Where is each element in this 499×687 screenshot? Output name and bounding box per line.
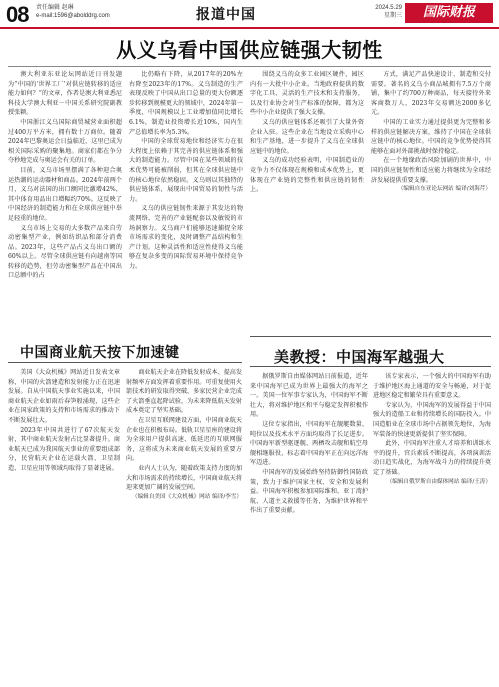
paragraph: 义乌的供应链体系还吸引了大量外资企业入驻。这些企业在当地设立采购中心和生产基地，进一步提升了义乌在全球供应链中的地位。 — [250, 118, 364, 155]
article3-headline: 美教授：中国海军越强大 — [274, 348, 445, 366]
paragraph: 据俄罗斯自由媒体网站日前报道，近年来中国海军已成为世界上最强大的海军之一。美国一位军事专家认为，中国海军不断壮大，将对维护地区和平与稳定发挥积极作用。 — [250, 373, 368, 419]
paragraph: 专家认为，中国海军的发展得益于中国强大的造船工业和持续增长的国防投入。中国造船业在全球市场中占据领先地位，为海军装备的快速更新提供了坚实保障。 — [373, 401, 491, 438]
page-number: 08 — [6, 2, 29, 27]
paragraph: 围绕义乌的众多工业园区硬件，园区内有一大批中小企业。当地政府提供的数字化工具、灵活的生产技术和支持服务，以及行业协会对生产标准的保障，都为这些中小企业提供了强大支撑。 — [250, 71, 364, 117]
editor-line: 责任编辑 赵琳 — [36, 5, 74, 11]
article3-top-rule — [250, 336, 491, 337]
article1-source: （编辑自东亚论坛网站 编译/刘海芹） — [397, 186, 491, 193]
article2-column-1 — [8, 368, 120, 678]
article2-source: （编辑自美国《大众机械》网站 编译/李雪） — [132, 493, 242, 500]
paragraph: 义乌的供应链韧性来源于其发达的物流网络、完善的产业链配套以及敏锐的市场洞察力。义乌商户们能够迅速捕捉全球市场需求的变化，及时调整产品结构和生产计划。这种灵活性和适应性使得义乌能够在复杂多变的国际贸易环境中保持竞争力。 — [129, 205, 243, 270]
paragraph: 中国浙江义乌国际商贸城营业面积超过400万平方米，拥有数十万商位。随着2024年巴黎奥运会日益临近，这里已成为相关国际采购的聚集地。商家们都在争分夺秒地完成与奥运会有关的订单。 — [8, 118, 122, 165]
paragraph: 义乌的成功经验表明，中国制造业的竞争力不仅体现在规模和成本优势上，更体现在产业链的完整性和供应链的韧性上。 — [250, 157, 364, 194]
paragraph: 中国的工业实力通过提供更为完整和多样的供应链解决方案，维持了中国在全球供应链中的核心地位。中国的竞争优势使得其能够在面对外部挑战时保持稳定。 — [371, 118, 491, 155]
date-line: 2024.5.29 — [375, 5, 402, 11]
article3-source: （编辑自俄罗斯自由媒体网站 编译/王涛） — [386, 478, 491, 485]
article2-column-2 — [126, 368, 242, 678]
paragraph: 该专家表示，一个强大的中国海军有助于维护地区海上通道的安全与畅通，对于促进地区稳定和繁荣具有重要意义。 — [373, 373, 491, 400]
article3-column-1 — [250, 372, 368, 678]
article1-column-2 — [129, 70, 243, 336]
paragraph: 在卫星互联网建设方面，中国商业航天企业也在积极布局。低轨卫星星座的建设将为全球用户提供高速、低延迟的互联网服务，这将成为未来商业航天发展的重要方向。 — [126, 416, 242, 463]
paragraph: 此外，中国海军注重人才培养和训练水平的提升，官兵素质不断提高，各项演训活动日趋实战化，为海军战斗力的持续提升奠定了基础。 — [373, 440, 491, 476]
paragraph: 在一个地缘政治风险加剧的世界中，中国的供应链韧性和适应能力将继续为全球经济发展提供重要支撑。 — [371, 157, 491, 184]
paragraph: 目前，义乌市场里摆满了各种迎合奥运热潮的运动器材和商品。2024年前两个月，义乌对法国的出口额同比激增42%，其中体育用品出口增幅约70%。这反映了中国经济的制造能力和在全球供应链中举足轻重的地位。 — [8, 166, 122, 222]
paragraph: 美国《大众机械》网站近日发表文章称，中国的火箭建造和发射能力正在迅速发展。自从中国航天事业实施以来，中国商业航天企业如雨后春笋般涌现，这些企业在国家政策的支持和市场需求的推动下不断发展壮大。 — [8, 369, 120, 424]
paragraph: 业内人士认为，随着政策支持力度的加大和市场需求的持续增长，中国商业航天将迎来更加广阔的发展空间。 — [126, 464, 242, 492]
headline-divider — [8, 66, 491, 67]
paragraph: 中国的全球贸易地位和经济实力在很大程度上依赖于其完善的供应链体系和强大的制造能力。尽管中国在某些领域的技术优势可能被削弱，但其在全球供应链中的核心地位依然稳固。义乌则以其独特的供应链体系，展现出中国贸易的韧性与活力。 — [129, 138, 243, 203]
paragraph: 义乌市场上交易的大多数产品来自劳动密集型产业，例如纺织品和部分消费品。2023年，这些产品占义乌出口额的60%以上。尽管全球供应链有向越南等国转移的趋势，但劳动密集型产品在中国出口总额中的占 — [8, 224, 122, 280]
editor-info — [36, 4, 110, 20]
date-info — [346, 4, 402, 20]
paragraph: 这位专家指出，中国海军在舰艇数量、吨位以及技术水平方面均取得了长足进步。中国海军新型驱逐舰、两栖攻击舰和航空母舰相继服役，标志着中国海军正在向远洋海军迈进。 — [250, 420, 368, 467]
article3-column-2 — [373, 372, 491, 678]
article1-headline: 从义乌看中国供应链强大韧性 — [116, 38, 383, 62]
article1-column-3 — [250, 70, 364, 336]
paragraph: 方式，满足产品快速设计、制造和交付需要。著名的义乌小商品城拥有7.5万个商铺，集中了约700万种商品，每天接待外来客商数万人，2023年交易额达2000多亿元。 — [371, 71, 491, 117]
article2-headline: 中国商业航天按下加速键 — [20, 345, 180, 361]
article1-column-4 — [371, 70, 491, 336]
email-line: e-mail:1596@abolddrg.com — [36, 13, 110, 19]
article3-bottom-rule — [250, 366, 491, 367]
article2-rule — [8, 362, 242, 363]
page-header — [0, 0, 499, 29]
article1-column-1 — [8, 70, 122, 336]
section-title: 报道中国 — [196, 7, 256, 23]
paragraph: 中国海军的发展始终坚持防御性国防政策，致力于维护国家主权、安全和发展利益。中国海军积极参加国际维和、亚丁湾护航、人道主义救援等任务，为维护世界和平作出了重要贡献。 — [250, 468, 368, 515]
paragraph: 澳大利亚东亚论坛网站近日刊发题为“中国的‘世界工厂’对供应链转移的适应能力如何？”的文章，作者是澳大利亚悉尼科技大学澳大利亚－中国关系研究院副教授张颖。 — [8, 71, 122, 117]
paragraph: 比仍略有下降，从2017年的20%左右降至2023年的17%。义乌制造的生产表现反映了中国从出口总量的更大份额逐步转移到规模更大的领域中，2024年第一季度，中国规模以上工业增加值同比增长6.1%，制造业投资增长近10%，国内生产总值增长率为5.3%。 — [129, 71, 243, 136]
paragraph: 商业航天企业在降低发射成本、提高发射频率方面发挥着重要作用。可重复使用火箭技术的研发取得突破，多家民营企业完成了火箭垂直起降试验，为未来降低航天发射成本奠定了坚实基础。 — [126, 369, 242, 415]
weekday-line: 星期三 — [383, 13, 402, 19]
masthead-logo: 国际财报 — [405, 3, 493, 23]
paragraph: 2023年中国共进行了67次航天发射，其中商业航天发射占比显著提升。商业航天已成为我国航天事业的重要组成部分，民营航天企业在运载火箭、卫星制造、卫星应用等领域均取得了显著进展。 — [8, 426, 120, 472]
